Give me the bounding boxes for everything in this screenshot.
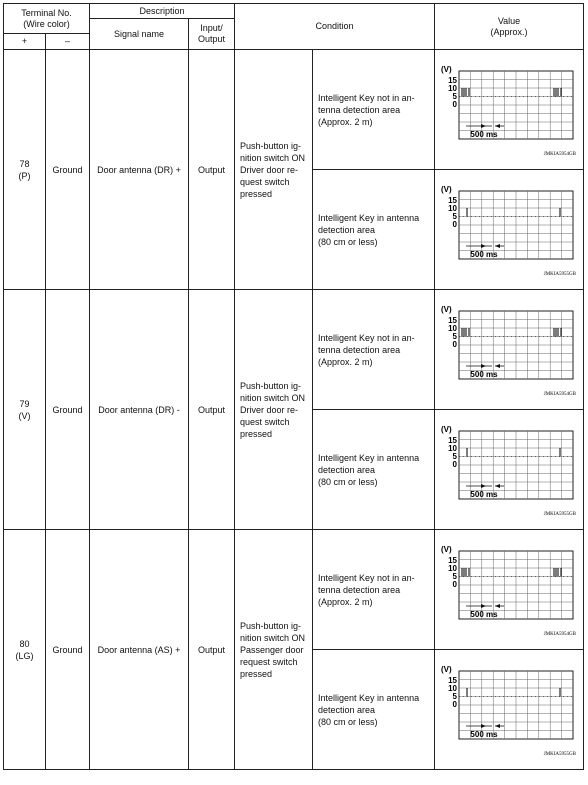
waveform-code: JMKIA5955GB [543,751,577,757]
waveform-tick-label: 0 [452,99,458,109]
waveform-tick-label: 10 [448,683,458,693]
waveform-tick-label: 15 [448,435,458,445]
waveform-code: JMKIA5955GB [543,271,577,277]
subcondition-cell: Intelligent Key not in an- tenna detection area (Approx. 2 m) [313,290,435,410]
input-output-cell: Output [189,530,235,770]
waveform-tick-label: 0 [452,699,458,709]
header-signal-name: Signal name [90,19,189,50]
waveform-tick-label: 15 [448,315,458,325]
waveform-tick-label: 10 [448,203,458,213]
waveform-tick-label: 15 [448,195,458,205]
waveform-code: JMKIA5954GB [543,391,577,397]
time-span-arrow-right [481,244,486,248]
terminal-minus-cell: Ground [46,290,90,530]
waveform-tick-label: 0 [452,459,458,469]
waveform-unit-label: (V) [441,544,452,554]
header-value: Value (Approx.) [435,4,584,50]
time-scale-label: 500 ms [470,249,498,259]
header-terminal-no: Terminal No. (Wire color) [4,4,90,34]
time-span-arrow-right [481,124,486,128]
terminal-plus-cell: 79 (V) [4,290,46,530]
waveform-tick-label: 5 [452,331,458,341]
waveform-tick-label: 10 [448,443,458,453]
time-span-arrow-right [481,604,486,608]
input-output-cell: Output [189,290,235,530]
header-input-output: Input/ Output [189,19,235,50]
waveform-tick-label: 0 [452,579,458,589]
waveform-tick-label: 5 [452,571,458,581]
waveform-graph [439,183,579,277]
waveform-graph [439,303,579,397]
waveform-graph [439,543,579,637]
time-scale-label: 500 ms [470,129,498,139]
terminal-plus-cell: 80 (LG) [4,530,46,770]
waveform-unit-label: (V) [441,304,452,314]
waveform-graph [439,423,579,517]
value-waveform-cell [435,290,584,410]
subcondition-cell: Intelligent Key in antenna detection area (80 cm or less) [313,650,435,770]
waveform-tick-label: 5 [452,691,458,701]
table-row [4,50,584,170]
input-output-cell: Output [189,50,235,290]
header-description: Description [90,4,235,19]
condition-main-cell: Push-button ig- nition switch ON Passenger door request switch pressed [235,530,313,770]
waveform-tick-label: 5 [452,91,458,101]
table-row [4,290,584,410]
signal-name-cell: Door antenna (DR) + [90,50,189,290]
subcondition-cell: Intelligent Key in antenna detection area (80 cm or less) [313,170,435,290]
subcondition-cell: Intelligent Key not in an- tenna detection area (Approx. 2 m) [313,50,435,170]
waveform-tick-label: 0 [452,339,458,349]
waveform-code: JMKIA5954GB [543,151,577,157]
waveform-unit-label: (V) [441,64,452,74]
waveform-unit-label: (V) [441,184,452,194]
value-waveform-cell [435,650,584,770]
time-scale-label: 500 ms [470,609,498,619]
value-waveform-cell [435,170,584,290]
condition-main-cell: Push-button ig- nition switch ON Driver door re- quest switch pressed [235,50,313,290]
condition-main-cell: Push-button ig- nition switch ON Driver door re- quest switch pressed [235,290,313,530]
value-waveform-cell [435,410,584,530]
value-waveform-cell [435,530,584,650]
waveform-tick-label: 15 [448,75,458,85]
waveform-unit-label: (V) [441,424,452,434]
waveform-tick-label: 5 [452,451,458,461]
waveform-unit-label: (V) [441,664,452,674]
waveform-tick-label: 5 [452,211,458,221]
subcondition-cell: Intelligent Key in antenna detection area (80 cm or less) [313,410,435,530]
terminal-plus-cell: 78 (P) [4,50,46,290]
waveform-tick-label: 15 [448,675,458,685]
subcondition-cell: Intelligent Key not in an- tenna detection area (Approx. 2 m) [313,530,435,650]
terminal-minus-cell: Ground [46,50,90,290]
time-span-arrow-right [481,364,486,368]
time-scale-label: 500 ms [470,369,498,379]
waveform-graph [439,663,579,757]
waveform-tick-label: 10 [448,83,458,93]
waveform-code: JMKIA5955GB [543,511,577,517]
time-span-arrow-right [481,724,486,728]
time-scale-label: 500 ms [470,729,498,739]
waveform-tick-label: 15 [448,555,458,565]
terminal-minus-cell: Ground [46,530,90,770]
header-condition: Condition [235,4,435,50]
signal-name-cell: Door antenna (DR) - [90,290,189,530]
waveform-tick-label: 10 [448,563,458,573]
waveform-graph [439,63,579,157]
header-minus: – [46,34,90,50]
value-waveform-cell [435,50,584,170]
waveform-tick-label: 10 [448,323,458,333]
waveform-tick-label: 0 [452,219,458,229]
table-row [4,530,584,650]
waveform-code: JMKIA5954GB [543,631,577,637]
time-span-arrow-right [481,484,486,488]
signal-name-cell: Door antenna (AS) + [90,530,189,770]
terminal-table [3,3,584,770]
time-scale-label: 500 ms [470,489,498,499]
header-plus: + [4,34,46,50]
